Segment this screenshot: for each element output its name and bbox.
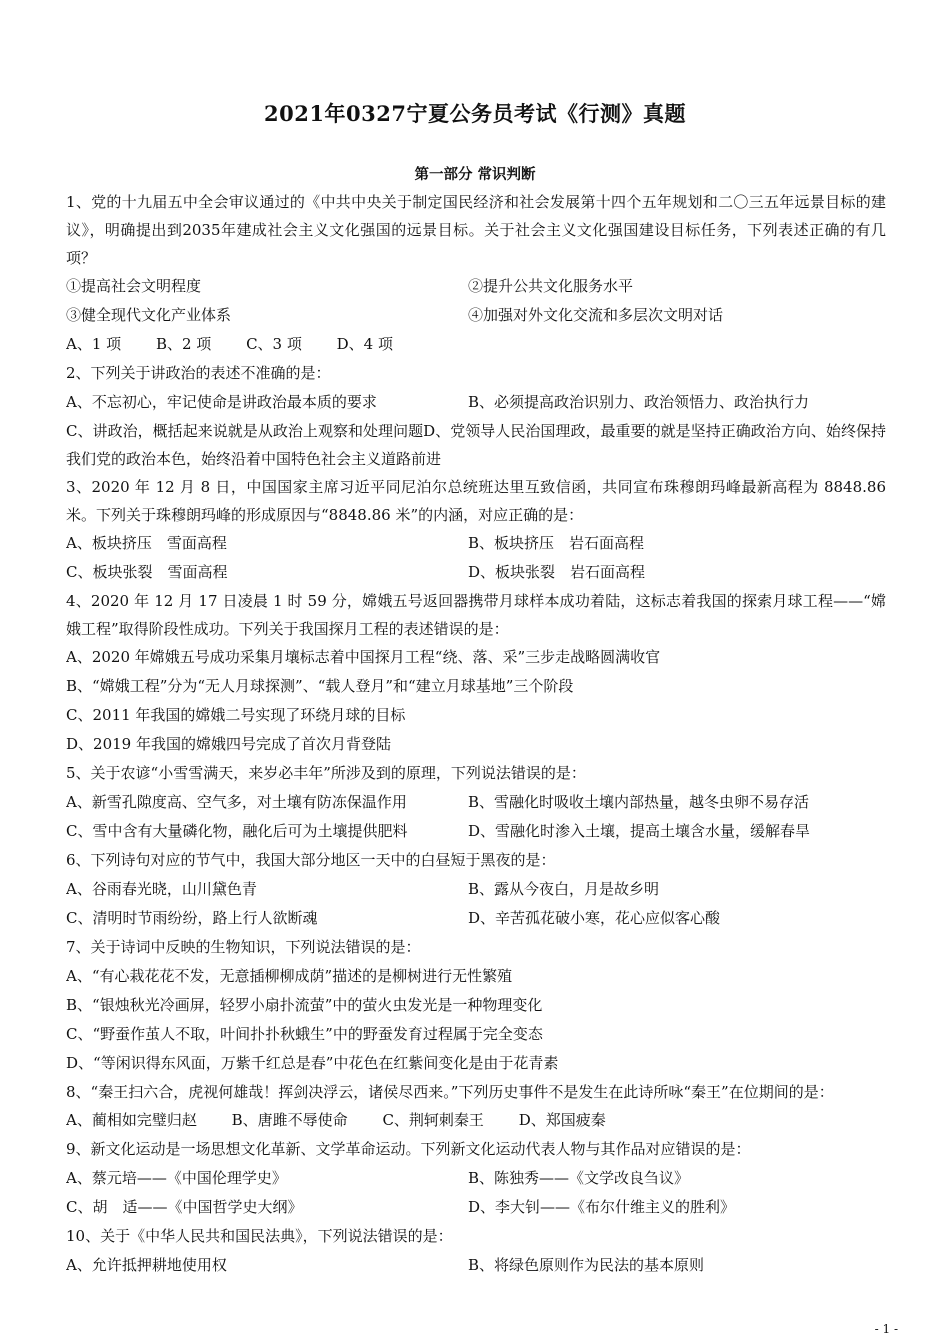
statement-item: ②提升公共文化服务水平: [468, 277, 634, 295]
option: A、谷雨春光晓，山川黛色青: [66, 880, 257, 898]
statement-item: ③健全现代文化产业体系: [66, 306, 232, 324]
question-stem: 8、“秦王扫六合，虎视何雄哉！挥剑决浮云，诸侯尽西来。”下列历史事件不是发生在此诗所咏“秦王”在位期间的是：: [66, 1083, 834, 1101]
section-heading: 第一部分 常识判断: [414, 166, 536, 183]
option: B、唐雎不辱使命: [231, 1111, 348, 1129]
option: D、郑国疲秦: [518, 1111, 606, 1129]
option: C、雪中含有大量磷化物，融化后可为土壤提供肥料: [66, 822, 408, 840]
option: C、2011 年我国的嫦娥二号实现了环绕月球的目标: [66, 706, 406, 724]
option-row: [66, 1106, 886, 1135]
statement-item: ①提高社会文明程度: [66, 277, 202, 295]
option-row: [66, 388, 886, 417]
option: B、“嫦娥工程”分为“无人月球探测”、“载人登月”和“建立月球基地”三个阶段: [66, 677, 574, 695]
option: C、“野蚕作茧人不取，叶间扑扑秋蛾生”中的野蚕发育过程属于完全变态: [66, 1025, 543, 1043]
option: A、1 项: [66, 335, 122, 353]
question-stem: 3、2020 年 12 月 8 日，中国国家主席习近平同尼泊尔总统班达里互致信函，共同宣布珠穆朗玛峰最新高程为 8848.86 米。下列关于珠穆朗玛峰的形成原因与“8848.86 米”的内涵，对应正确的是：: [66, 478, 886, 524]
option-row: [66, 788, 886, 817]
option: B、雪融化时吸收土壤内部热量，越冬虫卵不易存活: [468, 793, 810, 811]
option: D、4 项: [336, 335, 393, 353]
option-row: [66, 1193, 886, 1222]
option-row: [66, 1251, 886, 1280]
option: A、允许抵押耕地使用权: [66, 1256, 227, 1274]
option: D、党领导人民治国理政，最重要的就是坚持正确政治方向、始终保持我们党的政治本色，始终沿着中国特色社会主义道路前进: [66, 422, 886, 468]
option-row: [66, 417, 886, 473]
option: A、2020 年嫦娥五号成功采集月壤标志着中国探月工程“绕、落、采”三步走战略圆满收官: [66, 648, 661, 666]
option-row: [66, 817, 886, 846]
option: D、雪融化时渗入土壤，提高土壤含水量，缓解春旱: [468, 822, 811, 840]
option: B、露从今夜白，月是故乡明: [468, 880, 660, 898]
question-stem: 7、关于诗词中反映的生物知识，下列说法错误的是：: [66, 938, 421, 956]
option-row: [66, 301, 886, 330]
question-stem: 9、新文化运动是一场思想文化革新、文学革命运动。下列新文化运动代表人物与其作品对应错误的是：: [66, 1140, 751, 1158]
option: A、不忘初心，牢记使命是讲政治最本质的要求: [66, 393, 377, 411]
question-stem: 5、关于农谚“小雪雪满天，来岁必丰年”所涉及到的原理，下列说法错误的是：: [66, 764, 586, 782]
option: D、2019 年我国的嫦娥四号完成了首次月背登陆: [66, 735, 391, 753]
question-stem: 2、下列关于讲政治的表述不准确的是：: [66, 364, 331, 382]
question-stem: 10、关于《中华人民共和国民法典》，下列说法错误的是：: [66, 1227, 453, 1245]
option: C、3 项: [246, 335, 302, 353]
option: C、讲政治，概括起来说就是从政治上观察和处理问题: [66, 422, 424, 440]
option: B、“银烛秋光冷画屏，轻罗小扇扑流萤”中的萤火虫发光是一种物理变化: [66, 996, 543, 1014]
option-row: [66, 529, 886, 558]
option: D、板块张裂 岩石面高程: [468, 563, 646, 581]
option: C、清明时节雨纷纷，路上行人欲断魂: [66, 909, 318, 927]
option: B、将绿色原则作为民法的基本原则: [468, 1256, 705, 1274]
option: A、蔡元培——《中国伦理学史》: [66, 1169, 287, 1187]
option: C、胡 适——《中国哲学史大纲》: [66, 1198, 303, 1216]
option: A、新雪孔隙度高、空气多，对土壤有防冻保温作用: [66, 793, 407, 811]
option: B、板块挤压 岩石面高程: [468, 534, 645, 552]
option: A、板块挤压 雪面高程: [66, 534, 227, 552]
option-row: [66, 904, 886, 933]
option-row: [66, 1164, 886, 1193]
option-row: [66, 330, 886, 359]
question-stem: 6、下列诗句对应的节气中，我国大部分地区一天中的白昼短于黑夜的是：: [66, 851, 556, 869]
option: B、必须提高政治识别力、政治领悟力、政治执行力: [468, 393, 810, 411]
option: D、“等闲识得东风面，万紫千红总是春”中花色在红紫间变化是由于花青素: [66, 1054, 559, 1072]
page-title: 2021年0327宁夏公务员考试《行测》真题: [264, 101, 686, 126]
question-stem: 4、2020 年 12 月 17 日凌晨 1 时 59 分，嫦娥五号返回器携带月球样本成功着陆，这标志着我国的探索月球工程——“嫦娥工程”取得阶段性成功。下列关于我国探月工程的表述错误的是：: [66, 592, 886, 638]
question-list: [66, 188, 886, 1280]
option: D、李大钊——《布尔什维主义的胜利》: [468, 1198, 736, 1216]
option: C、板块张裂 雪面高程: [66, 563, 228, 581]
option: B、2 项: [155, 335, 212, 353]
question-stem: 1、党的十九届五中全会审议通过的《中共中央关于制定国民经济和社会发展第十四个五年规划和二〇三五年远景目标的建议》，明确提出到2035年建成社会主义文化强国的远景目标。关于社会主义文化强国建设目标任务，下列表述正确的有几项？: [66, 193, 886, 267]
option-row: [66, 272, 886, 301]
option-row: [66, 558, 886, 587]
option-row: [66, 875, 886, 904]
option: D、辛苦孤花破小寒，花心应似客心酸: [468, 909, 721, 927]
option: A、“有心栽花花不发，无意插柳柳成荫”描述的是柳树进行无性繁殖: [66, 967, 513, 985]
option: C、荆轲刺秦王: [382, 1111, 484, 1129]
option: B、陈独秀——《文学改良刍议》: [468, 1169, 690, 1187]
page-number: - 1 -: [874, 1322, 898, 1336]
option: A、蔺相如完璧归赵: [66, 1111, 197, 1129]
statement-item: ④加强对外文化交流和多层次文明对话: [468, 306, 724, 324]
